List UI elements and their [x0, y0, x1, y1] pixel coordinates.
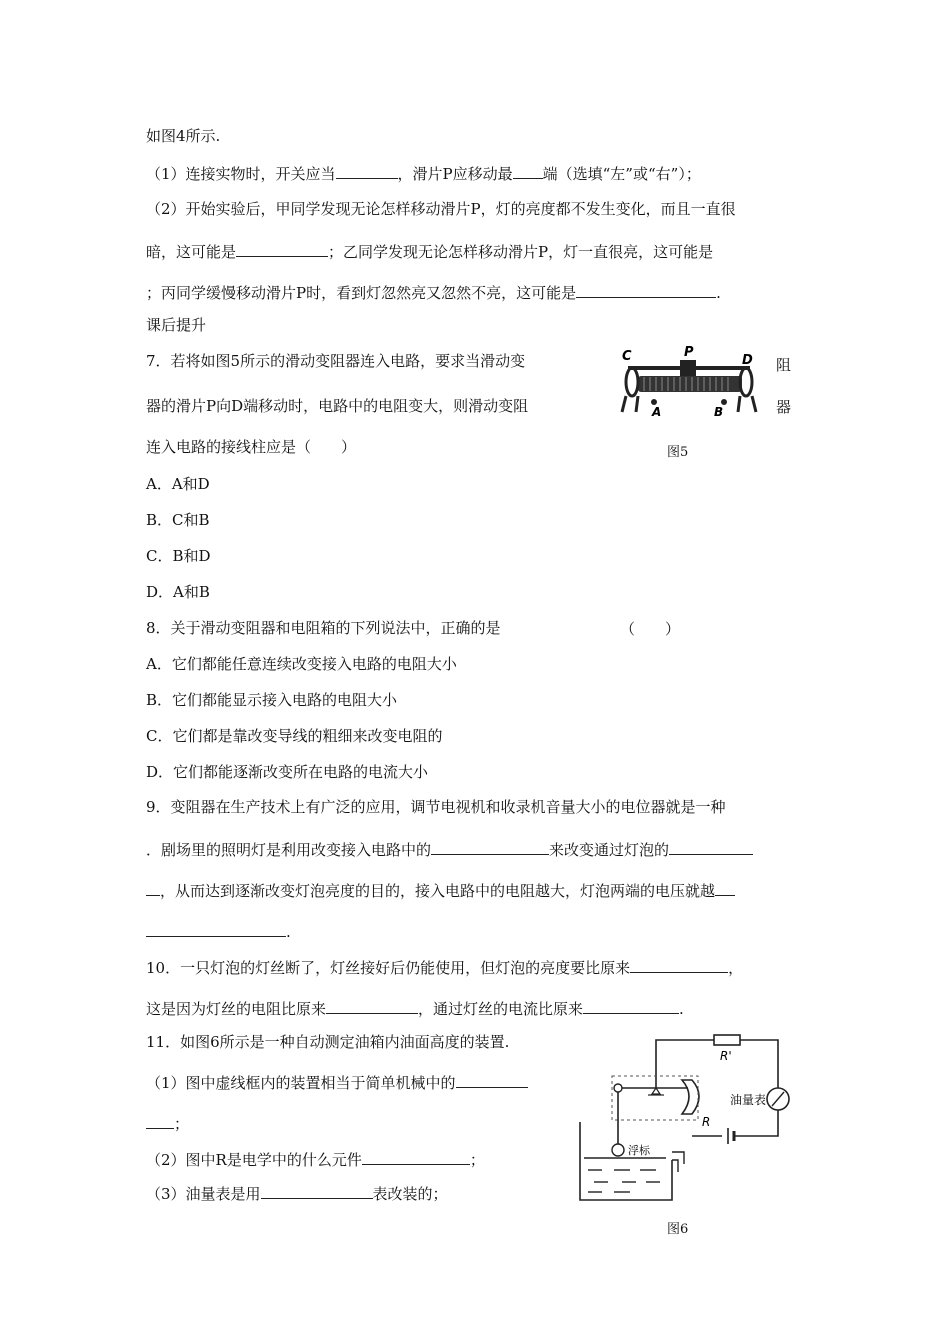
question-11-part-1-cont — [146, 1112, 189, 1134]
text-segment: ；丙同学缓慢移动滑片P时，看到灯忽然亮又忽然不亮，这可能是 — [146, 284, 577, 302]
label-r: R — [702, 1115, 711, 1129]
question-11-part-2 — [146, 1148, 485, 1170]
answer-blank[interactable] — [583, 997, 679, 1014]
stand-legs — [622, 396, 756, 412]
answer-blank[interactable] — [456, 1071, 528, 1088]
option-b[interactable]: B．C和B — [146, 511, 210, 529]
text-segment: （3）油量表是用 — [146, 1185, 261, 1203]
question-10-text — [146, 956, 743, 978]
variable-resistor-r — [682, 1080, 699, 1114]
answer-blank[interactable] — [146, 879, 160, 896]
answer-blank[interactable] — [146, 920, 286, 937]
question-9-text — [146, 920, 291, 942]
text-segment: . — [679, 1000, 684, 1018]
text-segment: 来改变通过灯泡的 — [549, 841, 670, 859]
text-segment: 表改装的； — [372, 1185, 448, 1203]
label-d: D — [742, 353, 753, 368]
lever-joint — [614, 1084, 622, 1092]
answer-blank[interactable] — [326, 997, 418, 1014]
option-a[interactable]: A．它们都能任意连续改变接入电路的电阻大小 — [146, 655, 457, 673]
label-p: P — [684, 346, 694, 360]
option-c[interactable]: C．它们都是靠改变导线的粗细来改变电阻的 — [146, 727, 443, 745]
figure-5-rheostat — [618, 346, 768, 422]
question-6-part-2: （2）开始实验后，甲同学发现无论怎样移动滑片P，灯的亮度都不发生变化，而且一直很 — [146, 200, 736, 218]
label-b: B — [714, 405, 724, 419]
section-heading: 课后提升 — [146, 316, 207, 334]
answer-blank[interactable] — [261, 1182, 373, 1199]
answer-blank[interactable] — [715, 879, 735, 896]
question-6-part-1 — [146, 162, 701, 184]
oil-tank — [580, 1122, 672, 1200]
resistance-coil — [638, 376, 742, 392]
question-7-text: 7．若将如图5所示的滑动变阻器连入电路，要求当滑动变 — [146, 352, 526, 370]
question-7-overflow-char: 器 — [776, 398, 792, 416]
answer-blank[interactable] — [576, 281, 716, 298]
label-float: 浮标 — [628, 1144, 650, 1157]
question-9-text — [146, 879, 735, 901]
text-segment: ； — [469, 1151, 485, 1169]
question-7-text: 连入电路的接线柱应是（ ） — [146, 438, 357, 456]
label-oil-gauge: 油量表 — [730, 1093, 767, 1107]
text-segment: . — [286, 923, 291, 941]
label-c: C — [622, 349, 632, 364]
text-segment: （1）连接实物时，开关应当 — [146, 165, 336, 183]
text-segment: ，从而达到逐渐改变灯泡亮度的目的，接入电路中的电阻越大，灯泡两端的电压就越 — [160, 882, 716, 900]
question-6-part-2-cont — [146, 240, 713, 262]
text-segment: 暗，这可能是 — [146, 243, 237, 261]
label-a: A — [652, 405, 662, 419]
text-segment: ，通过灯丝的电流比原来 — [418, 1000, 584, 1018]
float — [612, 1144, 624, 1156]
text-segment: 10．一只灯泡的灯丝断了，灯丝接好后仍能使用，但灯泡的亮度要比原来 — [146, 959, 631, 977]
label-r-prime: R' — [720, 1049, 732, 1063]
question-9-text — [146, 838, 753, 860]
option-d[interactable]: D．A和B — [146, 583, 210, 601]
option-d[interactable]: D．它们都能逐渐改变所在电路的电流大小 — [146, 763, 429, 781]
answer-blank[interactable] — [669, 838, 753, 855]
resistor-r-prime — [714, 1035, 740, 1045]
question-7-text: 器的滑片P向D端移动时，电路中的电阻变大，则滑动变阻 — [146, 397, 529, 415]
question-6-part-2-end — [146, 281, 721, 303]
question-8-text: 8．关于滑动变阻器和电阻箱的下列说法中，正确的是 — [146, 619, 501, 637]
figure-5-caption: 图5 — [667, 445, 689, 460]
pivot — [652, 1088, 660, 1094]
text-segment: ；乙同学发现无论怎样移动滑片P，灯一直很亮，这可能是 — [328, 243, 714, 261]
answer-blank[interactable] — [336, 162, 398, 179]
left-end-plate — [626, 368, 638, 396]
question-9-text: 9．变阻器在生产技术上有广泛的应用，调节电视机和收录机音量大小的电位器就是一种 — [146, 798, 726, 816]
question-11-part-3 — [146, 1182, 448, 1204]
answer-blank[interactable] — [630, 956, 728, 973]
text-segment: 这是因为灯丝的电阻比原来 — [146, 1000, 327, 1018]
answer-blank[interactable] — [362, 1148, 470, 1165]
slider-p — [680, 360, 696, 376]
option-a[interactable]: A．A和D — [146, 475, 210, 493]
text-segment: （1）图中虚线框内的装置相当于简单机械中的 — [146, 1074, 456, 1092]
figure-6-oil-gauge — [574, 1032, 810, 1208]
question-10-text — [146, 997, 684, 1019]
figure-6-caption: 图6 — [667, 1222, 689, 1237]
answer-blank[interactable] — [236, 240, 328, 257]
text-segment: ， — [728, 959, 744, 977]
answer-blank[interactable] — [431, 838, 549, 855]
text-segment: （2）图中R是电学中的什么元件 — [146, 1151, 362, 1169]
intro-line: 如图4所示. — [146, 127, 221, 145]
text-segment: ．剧场里的照明灯是利用改变接入电路中的 — [146, 841, 432, 859]
option-b[interactable]: B．它们都能显示接入电路的电阻大小 — [146, 691, 398, 709]
option-c[interactable]: C．B和D — [146, 547, 211, 565]
answer-blank[interactable] — [146, 1112, 174, 1129]
question-7-overflow-char: 阻 — [776, 356, 792, 374]
answer-blank[interactable] — [513, 162, 543, 179]
text-segment: 端（选填“左”或“右”）； — [542, 165, 701, 183]
text-segment: . — [716, 284, 721, 302]
question-11-part-1 — [146, 1071, 528, 1093]
question-11-text: 11．如图6所示是一种自动测定油箱内油面高度的装置. — [146, 1033, 510, 1051]
text-segment: ，滑片P应移动最 — [397, 165, 513, 183]
text-segment: ； — [174, 1115, 190, 1133]
answer-parentheses[interactable]: （ ） — [620, 620, 681, 638]
outlet-pipe — [672, 1152, 684, 1172]
